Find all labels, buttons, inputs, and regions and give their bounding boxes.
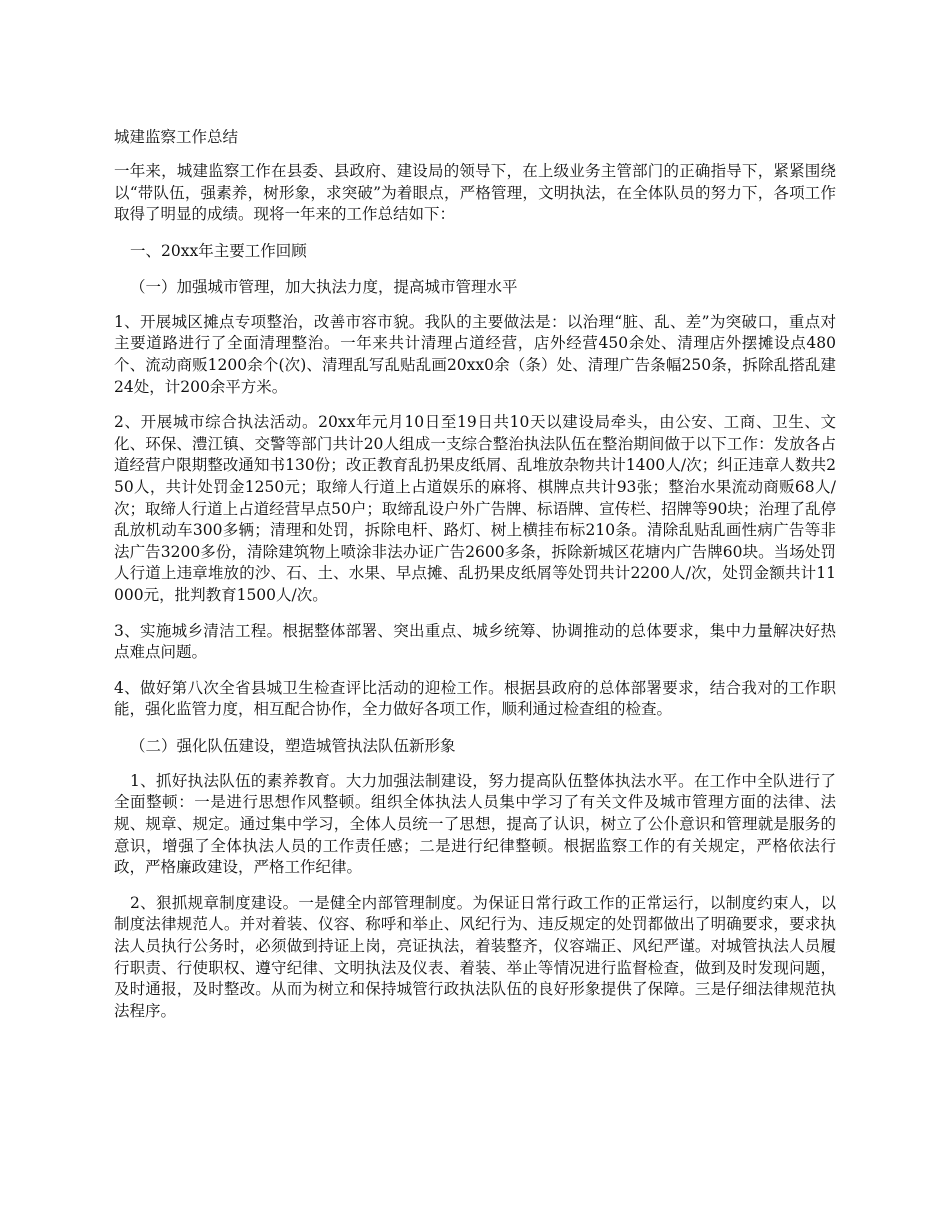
intro-paragraph: 一年来，城建监察工作在县委、县政府、建设局的领导下，在上级业务主管部门的正确指导下，紧紧围绕以“带队伍，强素养，树形象，求突破”为着眼点，严格管理，文明执法，在全体队员的努力下，各项工作取得了明显的成绩。现将一年来的工作总结如下： [114, 162, 836, 224]
paragraph-team-item-1: 1、抓好执法队伍的素养教育。大力加强法制建设，努力提高队伍整体执法水平。在工作中全队进行了全面整顿：一是进行思想作风整顿。组织全体执法人员集中学习了有关文件及城市管理方面的法律、法规、规章、规定。通过集中学习，全体人员统一了思想，提高了认识，树立了公仆意识和管理就是服务的意识，增强了全体执法人员的工作责任感；二是进行纪律整顿。根据监察工作的有关规定，严格依法行政，严格廉政建设，严格工作纪律。 [114, 771, 836, 877]
subsection-heading-city-management: （一）加强城市管理，加大执法力度，提高城市管理水平 [130, 277, 518, 296]
paragraph-item-2: 2、开展城市综合执法活动。20xx年元月10日至19日共10天以建设局牵头，由公安、工商、卫生、文化、环保、澧江镇、交警等部门共计20人组成一支综合整治执法队伍在整治期间做于以下工作：发放各占道经营户限期整改通知书130份；改正教育乱扔果皮纸屑、乱堆放杂物共计1400人/次；纠正违章人数共250人，共计处罚金1250元；取缔人行道上占道娱乐的麻将、棋牌点共计93张；整治水果流动商贩68人/次；取缔人行道上占道经营早点50户；取缔乱设户外广告牌、标语牌、宣传栏、招牌等90块；治理了乱停乱放机动车300多辆；清理和处罚，拆除电杆、路灯、树上横挂布标210条。清除乱贴乱画性病广告等非法广告3200多份，清除建筑物上喷涂非法办证广告2600多条，拆除新城区花塘内广告牌60块。当场处罚人行道上违章堆放的沙、石、土、水果、早点摊、乱扔果皮纸屑等处罚共计2200人/次，处罚金额共计11000元，批判教育1500人/次。 [114, 413, 836, 604]
paragraph-item-4: 4、做好第八次全省县城卫生检查评比活动的迎检工作。根据县政府的总体部署要求，结合我对的工作职能，强化监管力度，相互配合协作，全力做好各项工作，顺利通过检查组的检查。 [114, 678, 836, 719]
paragraph-item-1: 1、开展城区摊点专项整治，改善市容市貌。我队的主要做法是：以治理“脏、乱、差”为突破口，重点对主要道路进行了全面清理整治。一年来共计清理占道经营，店外经营450余处、清理店外摆摊设点480个、流动商贩1200余个(次)、清理乱写乱贴乱画20xx0余（条）处、清理广告条幅250条，拆除乱搭乱建24处，计200余平方米。 [114, 312, 836, 396]
section-heading-review: 一、20xx年主要工作回顾 [130, 241, 307, 260]
subsection-heading-team-building: （二）强化队伍建设，塑造城管执法队伍新形象 [130, 736, 456, 755]
paragraph-team-item-2: 2、狠抓规章制度建设。一是健全内部管理制度。为保证日常行政工作的正常运行，以制度约束人，以制度法律规范人。并对着装、仪容、称呼和举止、风纪行为、违反规定的处罚都做出了明确要求，要求执法人员执行公务时，必须做到持证上岗，亮证执法，着装整齐，仪容端正、风纪严谨。对城管执法人员履行职责、行使职权、遵守纪律、文明执法及仪表、着装、举止等情况进行监督检查，做到及时发现问题，及时通报，及时整改。从而为树立和保持城管行政执法队伍的良好形象提供了保障。三是仔细法律规范执法程序。 [114, 893, 836, 1020]
document-page [114, 126, 836, 1036]
paragraph-item-3: 3、实施城乡清洁工程。根据整体部署、突出重点、城乡统筹、协调推动的总体要求，集中力量解决好热点难点问题。 [114, 621, 836, 662]
document-title: 城建监察工作总结 [114, 128, 239, 146]
